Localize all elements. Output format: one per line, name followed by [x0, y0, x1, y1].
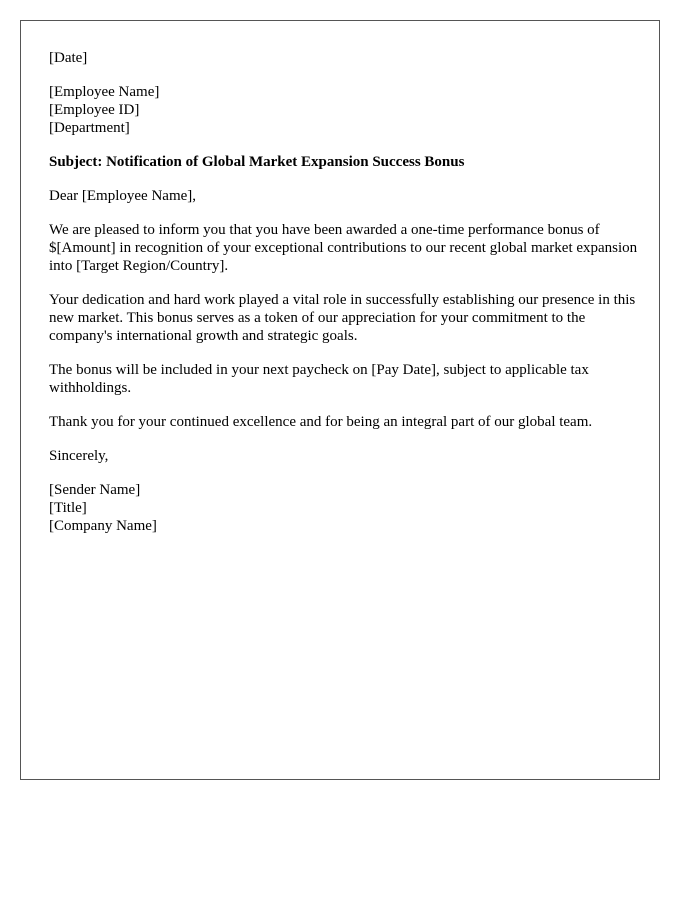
recipient-id: [Employee ID]: [49, 102, 140, 118]
date-block: [49, 49, 639, 67]
recipient-department: [Department]: [49, 120, 130, 136]
sender-company: [Company Name]: [49, 518, 157, 534]
paragraph-payment: The bonus will be included in your next paycheck on [Pay Date], subject to applicable tax withholdings.: [49, 362, 589, 396]
subject-line: Subject: Notification of Global Market Expansion Success Bonus: [49, 154, 465, 170]
sender-title: [Title]: [49, 500, 87, 516]
paragraph-thanks: Thank you for your continued excellence and for being an integral part of our global team.: [49, 414, 593, 430]
letter-page: [20, 20, 660, 780]
paragraph-appreciation: Your dedication and hard work played a vital role in successfully establishing our presence in this new market. This bonus serves as a token of our appreciation for your commitment to the company's international growth and strategic goals.: [49, 292, 636, 344]
recipient-name: [Employee Name]: [49, 84, 160, 100]
sender-name: [Sender Name]: [49, 482, 141, 498]
letter-body: [49, 49, 639, 551]
letter-date: [Date]: [49, 50, 88, 66]
closing: Sincerely,: [49, 448, 109, 464]
paragraph-bonus-award: We are pleased to inform you that you have been awarded a one-time performance bonus of $[Amount] in recognition of your exceptional contributions to our recent global market expansion into [Target Region/Country].: [49, 222, 638, 274]
salutation: Dear [Employee Name],: [49, 188, 197, 204]
recipient-block: [49, 83, 639, 137]
signature-block: [49, 481, 639, 535]
